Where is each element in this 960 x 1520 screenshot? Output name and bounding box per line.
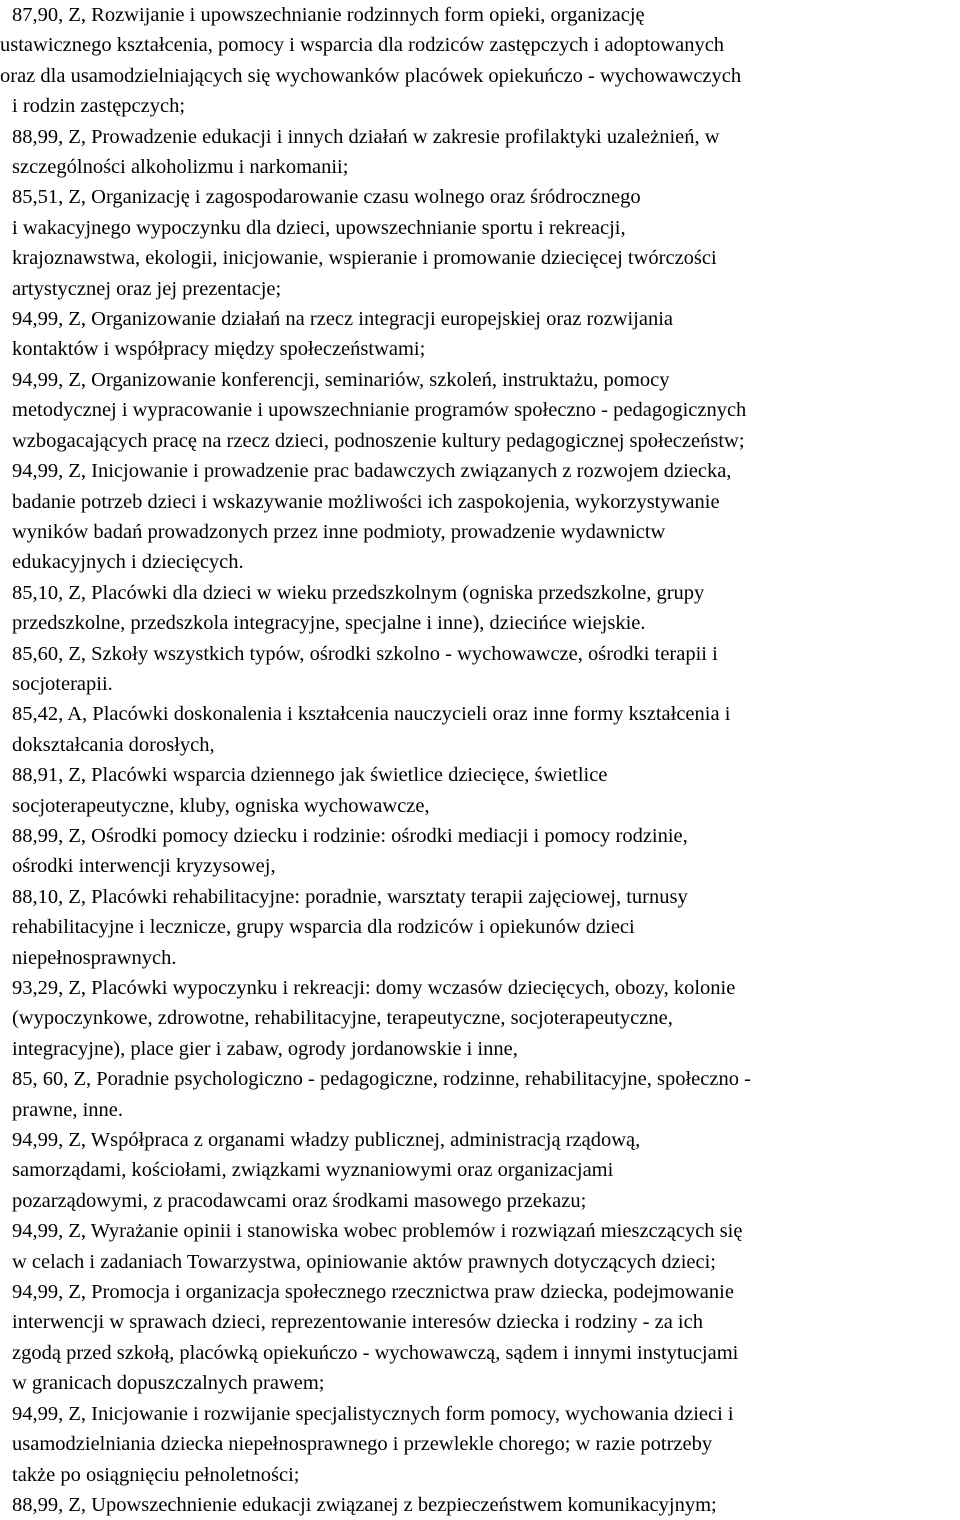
list-item bbox=[12, 182, 954, 304]
list-item bbox=[12, 699, 954, 760]
text-line: interwencji w sprawach dzieci, reprezentowanie interesów dziecka i rodziny - za ich bbox=[12, 1311, 703, 1334]
text-line: metodycznej i wypracowanie i upowszechnianie programów społeczno - pedagogicznych bbox=[12, 399, 747, 422]
text-line: (wypoczynkowe, zdrowotne, rehabilitacyjne, terapeutyczne, socjoterapeutyczne, bbox=[12, 1007, 673, 1030]
list-item bbox=[12, 639, 954, 700]
list-item bbox=[12, 973, 954, 1064]
text-line: 85,42, A, Placówki doskonalenia i kształcenia nauczycieli oraz inne formy kształcenia i bbox=[12, 703, 731, 726]
text-line: prawne, inne. bbox=[12, 1098, 123, 1121]
text-line: edukacyjnych i dziecięcych. bbox=[12, 551, 244, 574]
text-line: oraz dla usamodzielniających się wychowanków placówek opiekuńczo - wychowawczych bbox=[0, 64, 742, 87]
text-line: 88,99, Z, Prowadzenie edukacji i innych działań w zakresie profilaktyki uzależnień, w bbox=[12, 125, 720, 148]
list-item bbox=[12, 821, 954, 882]
list-item bbox=[12, 304, 954, 365]
text-line: 93,29, Z, Placówki wypoczynku i rekreacji: domy wczasów dziecięcych, obozy, kolonie bbox=[12, 977, 736, 999]
list-item bbox=[12, 578, 954, 639]
list-item bbox=[12, 456, 954, 578]
text-line: w celach i zadaniach Towarzystwa, opiniowanie aktów prawnych dotyczących dzieci; bbox=[12, 1250, 716, 1273]
text-line: integracyjne), place gier i zabaw, ogrody jordanowskie i inne, bbox=[12, 1037, 518, 1060]
list-item bbox=[12, 1490, 954, 1520]
list-item bbox=[12, 882, 954, 973]
text-line: ustawicznego kształcenia, pomocy i wsparcia dla rodziców zastępczych i adoptowanych bbox=[0, 34, 725, 57]
list-item bbox=[12, 760, 954, 821]
text-line: rehabilitacyjne i lecznicze, grupy wsparcia dla rodziców i opiekunów dzieci bbox=[12, 916, 635, 939]
list-item bbox=[12, 122, 954, 183]
text-line: socjoterapii. bbox=[12, 672, 113, 695]
text-line: 85, 60, Z, Poradnie psychologiczno - pedagogiczne, rodzinne, rehabilitacyjne, społeczno - bbox=[12, 1068, 751, 1091]
text-line: 85,10, Z, Placówki dla dzieci w wieku przedszkolnym (ogniska przedszkolne, grupy bbox=[12, 581, 705, 604]
list-item bbox=[0, 0, 954, 122]
list-item bbox=[12, 1216, 954, 1277]
text-line: zgodą przed szkołą, placówką opiekuńczo - wychowawczą, sądem i innymi instytucjami bbox=[12, 1341, 739, 1364]
text-line: 94,99, Z, Współpraca z organami władzy publicznej, administracją rządową, bbox=[12, 1129, 641, 1152]
text-line: 94,99, Z, Organizowanie konferencji, seminariów, szkoleń, instruktażu, pomocy bbox=[12, 368, 670, 391]
text-line: 94,99, Z, Organizowanie działań na rzecz integracji europejskiej oraz rozwijania bbox=[12, 308, 674, 331]
text-line: 85,51, Z, Organizację i zagospodarowanie czasu wolnego oraz śródrocznego bbox=[12, 186, 641, 209]
text-line: wyników badań prowadzonych przez inne podmioty, prowadzenie wydawnictw bbox=[12, 520, 666, 543]
text-line: 85,60, Z, Szkoły wszystkich typów, ośrodki szkolno - wychowawcze, ośrodki terapii i bbox=[12, 642, 718, 665]
text-line: badanie potrzeb dzieci i wskazywanie możliwości ich zaspokojenia, wykorzystywanie bbox=[12, 490, 720, 513]
text-line: niepełnosprawnych. bbox=[12, 946, 177, 969]
list-item bbox=[12, 1277, 954, 1399]
list-item bbox=[12, 1064, 954, 1125]
text-line: przedszkolne, przedszkola integracyjne, specjalne i inne), dziecińce wiejskie. bbox=[12, 612, 646, 635]
text-line: 87,90, Z, Rozwijanie i upowszechnianie rodzinnych form opieki, organizację bbox=[12, 4, 645, 26]
list-item bbox=[12, 1399, 954, 1490]
text-line: artystycznej oraz jej prezentacje; bbox=[12, 277, 282, 300]
text-line: krajoznawstwa, ekologii, inicjowanie, wspieranie i promowanie dziecięcej twórczości bbox=[12, 247, 717, 270]
text-line: 88,10, Z, Placówki rehabilitacyjne: poradnie, warsztaty terapii zajęciowej, turnusy bbox=[12, 885, 688, 908]
text-line: samorządami, kościołami, związkami wyznaniowymi oraz organizacjami bbox=[12, 1159, 614, 1182]
text-line: 94,99, Z, Inicjowanie i prowadzenie prac badawczych związanych z rozwojem dziecka, bbox=[12, 460, 732, 483]
text-line: szczególności alkoholizmu i narkomanii; bbox=[12, 156, 349, 179]
text-line: 88,99, Z, Upowszechnienie edukacji związanej z bezpieczeństwem komunikacyjnym; bbox=[12, 1493, 717, 1516]
text-line: wzbogacających pracę na rzecz dzieci, podnoszenie kultury pedagogicznej społeczeństw; bbox=[12, 429, 745, 452]
text-line: 94,99, Z, Inicjowanie i rozwijanie specjalistycznych form pomocy, wychowania dzieci i bbox=[12, 1402, 734, 1425]
list-item bbox=[12, 365, 954, 456]
text-line: 88,91, Z, Placówki wsparcia dziennego jak świetlice dziecięce, świetlice bbox=[12, 764, 608, 787]
text-line: 94,99, Z, Promocja i organizacja społecznego rzecznictwa praw dziecka, podejmowanie bbox=[12, 1281, 734, 1304]
text-line: socjoterapeutyczne, kluby, ogniska wychowawcze, bbox=[12, 794, 430, 817]
text-line: kontaktów i współpracy między społeczeństwami; bbox=[12, 338, 426, 361]
text-line: dokształcania dorosłych, bbox=[12, 733, 215, 756]
text-line: i wakacyjnego wypoczynku dla dzieci, upowszechnianie sportu i rekreacji, bbox=[12, 216, 626, 239]
text-line: ośrodki interwencji kryzysowej, bbox=[12, 855, 276, 878]
text-line: pozarządowymi, z pracodawcami oraz środkami masowego przekazu; bbox=[12, 1189, 587, 1212]
text-line: także po osiągnięciu pełnoletności; bbox=[12, 1463, 300, 1486]
text-line: 88,99, Z, Ośrodki pomocy dziecku i rodzinie: ośrodki mediacji i pomocy rodzinie, bbox=[12, 824, 688, 847]
text-line: usamodzielniania dziecka niepełnosprawnego i przewlekle chorego; w razie potrzeby bbox=[12, 1433, 713, 1456]
list-item bbox=[12, 1125, 954, 1216]
text-line: w granicach dopuszczalnych prawem; bbox=[12, 1372, 325, 1395]
text-line: i rodzin zastępczych; bbox=[12, 95, 186, 118]
text-line: 94,99, Z, Wyrażanie opinii i stanowiska wobec problemów i rozwiązań mieszczących się bbox=[12, 1220, 743, 1243]
